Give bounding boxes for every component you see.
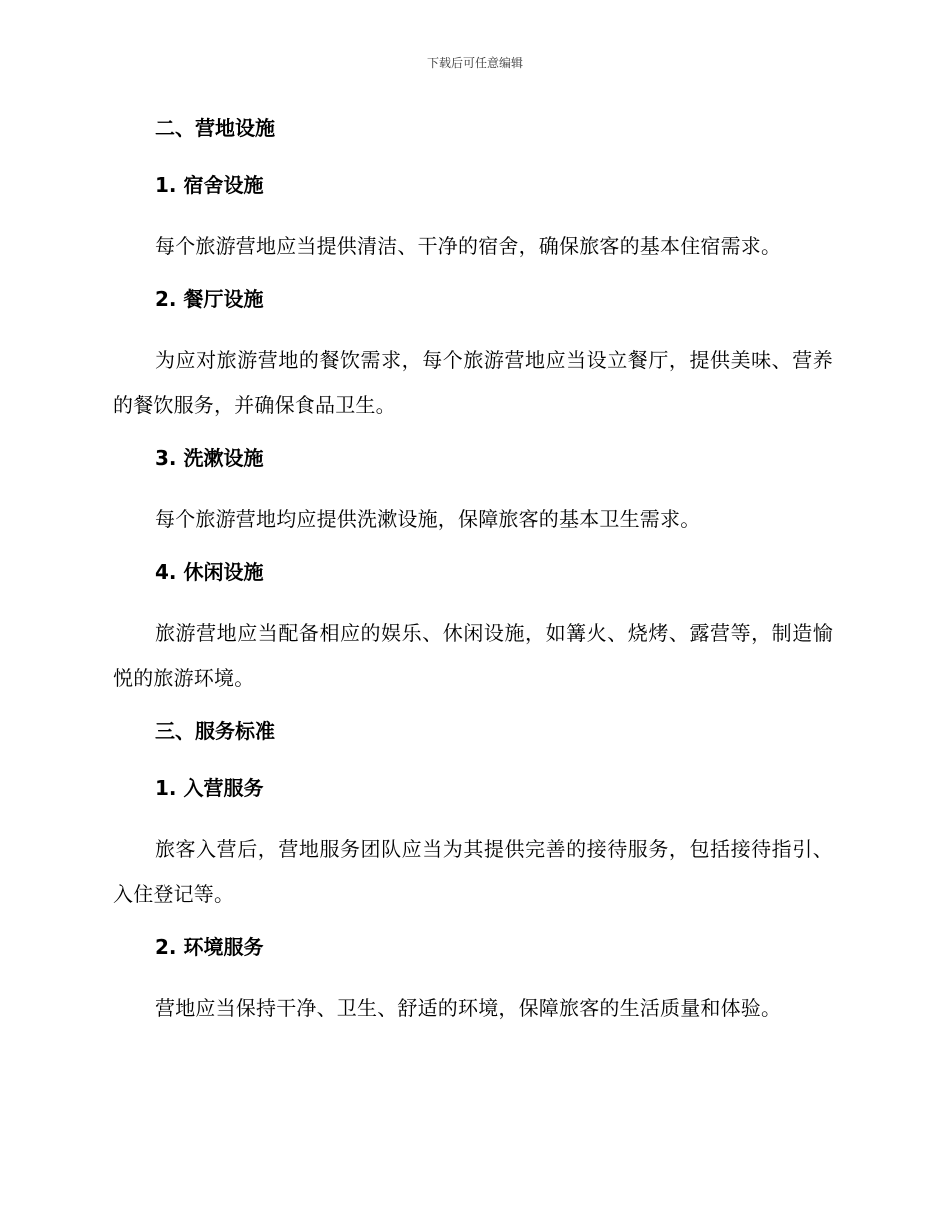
paragraph-restaurant: 为应对旅游营地的餐饮需求，每个旅游营地应当设立餐厅，提供美味、营养的餐饮服务，并确保食品卫生。 (113, 348, 833, 417)
paragraph-dormitory: 每个旅游营地应当提供清洁、干净的宿舍，确保旅客的基本住宿需求。 (155, 234, 782, 258)
paragraph-leisure: 旅游营地应当配备相应的娱乐、休闲设施，如篝火、烧烤、露营等，制造愉悦的旅游环境。 (113, 621, 833, 690)
subheading-leisure: 4. 休闲设施 (155, 560, 264, 584)
subheading-dormitory: 1. 宿舍设施 (155, 173, 264, 197)
section-heading-service-standards: 三、服务标准 (155, 719, 275, 743)
paragraph-check-in-service: 旅客入营后，营地服务团队应当为其提供完善的接待服务，包括接待指引、入住登记等。 (113, 837, 833, 906)
subheading-washroom: 3. 洗漱设施 (155, 446, 264, 470)
subheading-environment-service: 2. 环境服务 (155, 935, 264, 959)
document-body (113, 110, 833, 1043)
subheading-check-in-service: 1. 入营服务 (155, 776, 264, 800)
paragraph-environment-service: 营地应当保持干净、卫生、舒适的环境，保障旅客的生活质量和体验。 (155, 996, 782, 1020)
subheading-restaurant: 2. 餐厅设施 (155, 287, 264, 311)
section-heading-camp-facilities: 二、营地设施 (155, 116, 275, 140)
paragraph-washroom: 每个旅游营地均应提供洗漱设施，保障旅客的基本卫生需求。 (155, 507, 701, 531)
page-header-note: 下载后可任意编辑 (426, 56, 523, 70)
